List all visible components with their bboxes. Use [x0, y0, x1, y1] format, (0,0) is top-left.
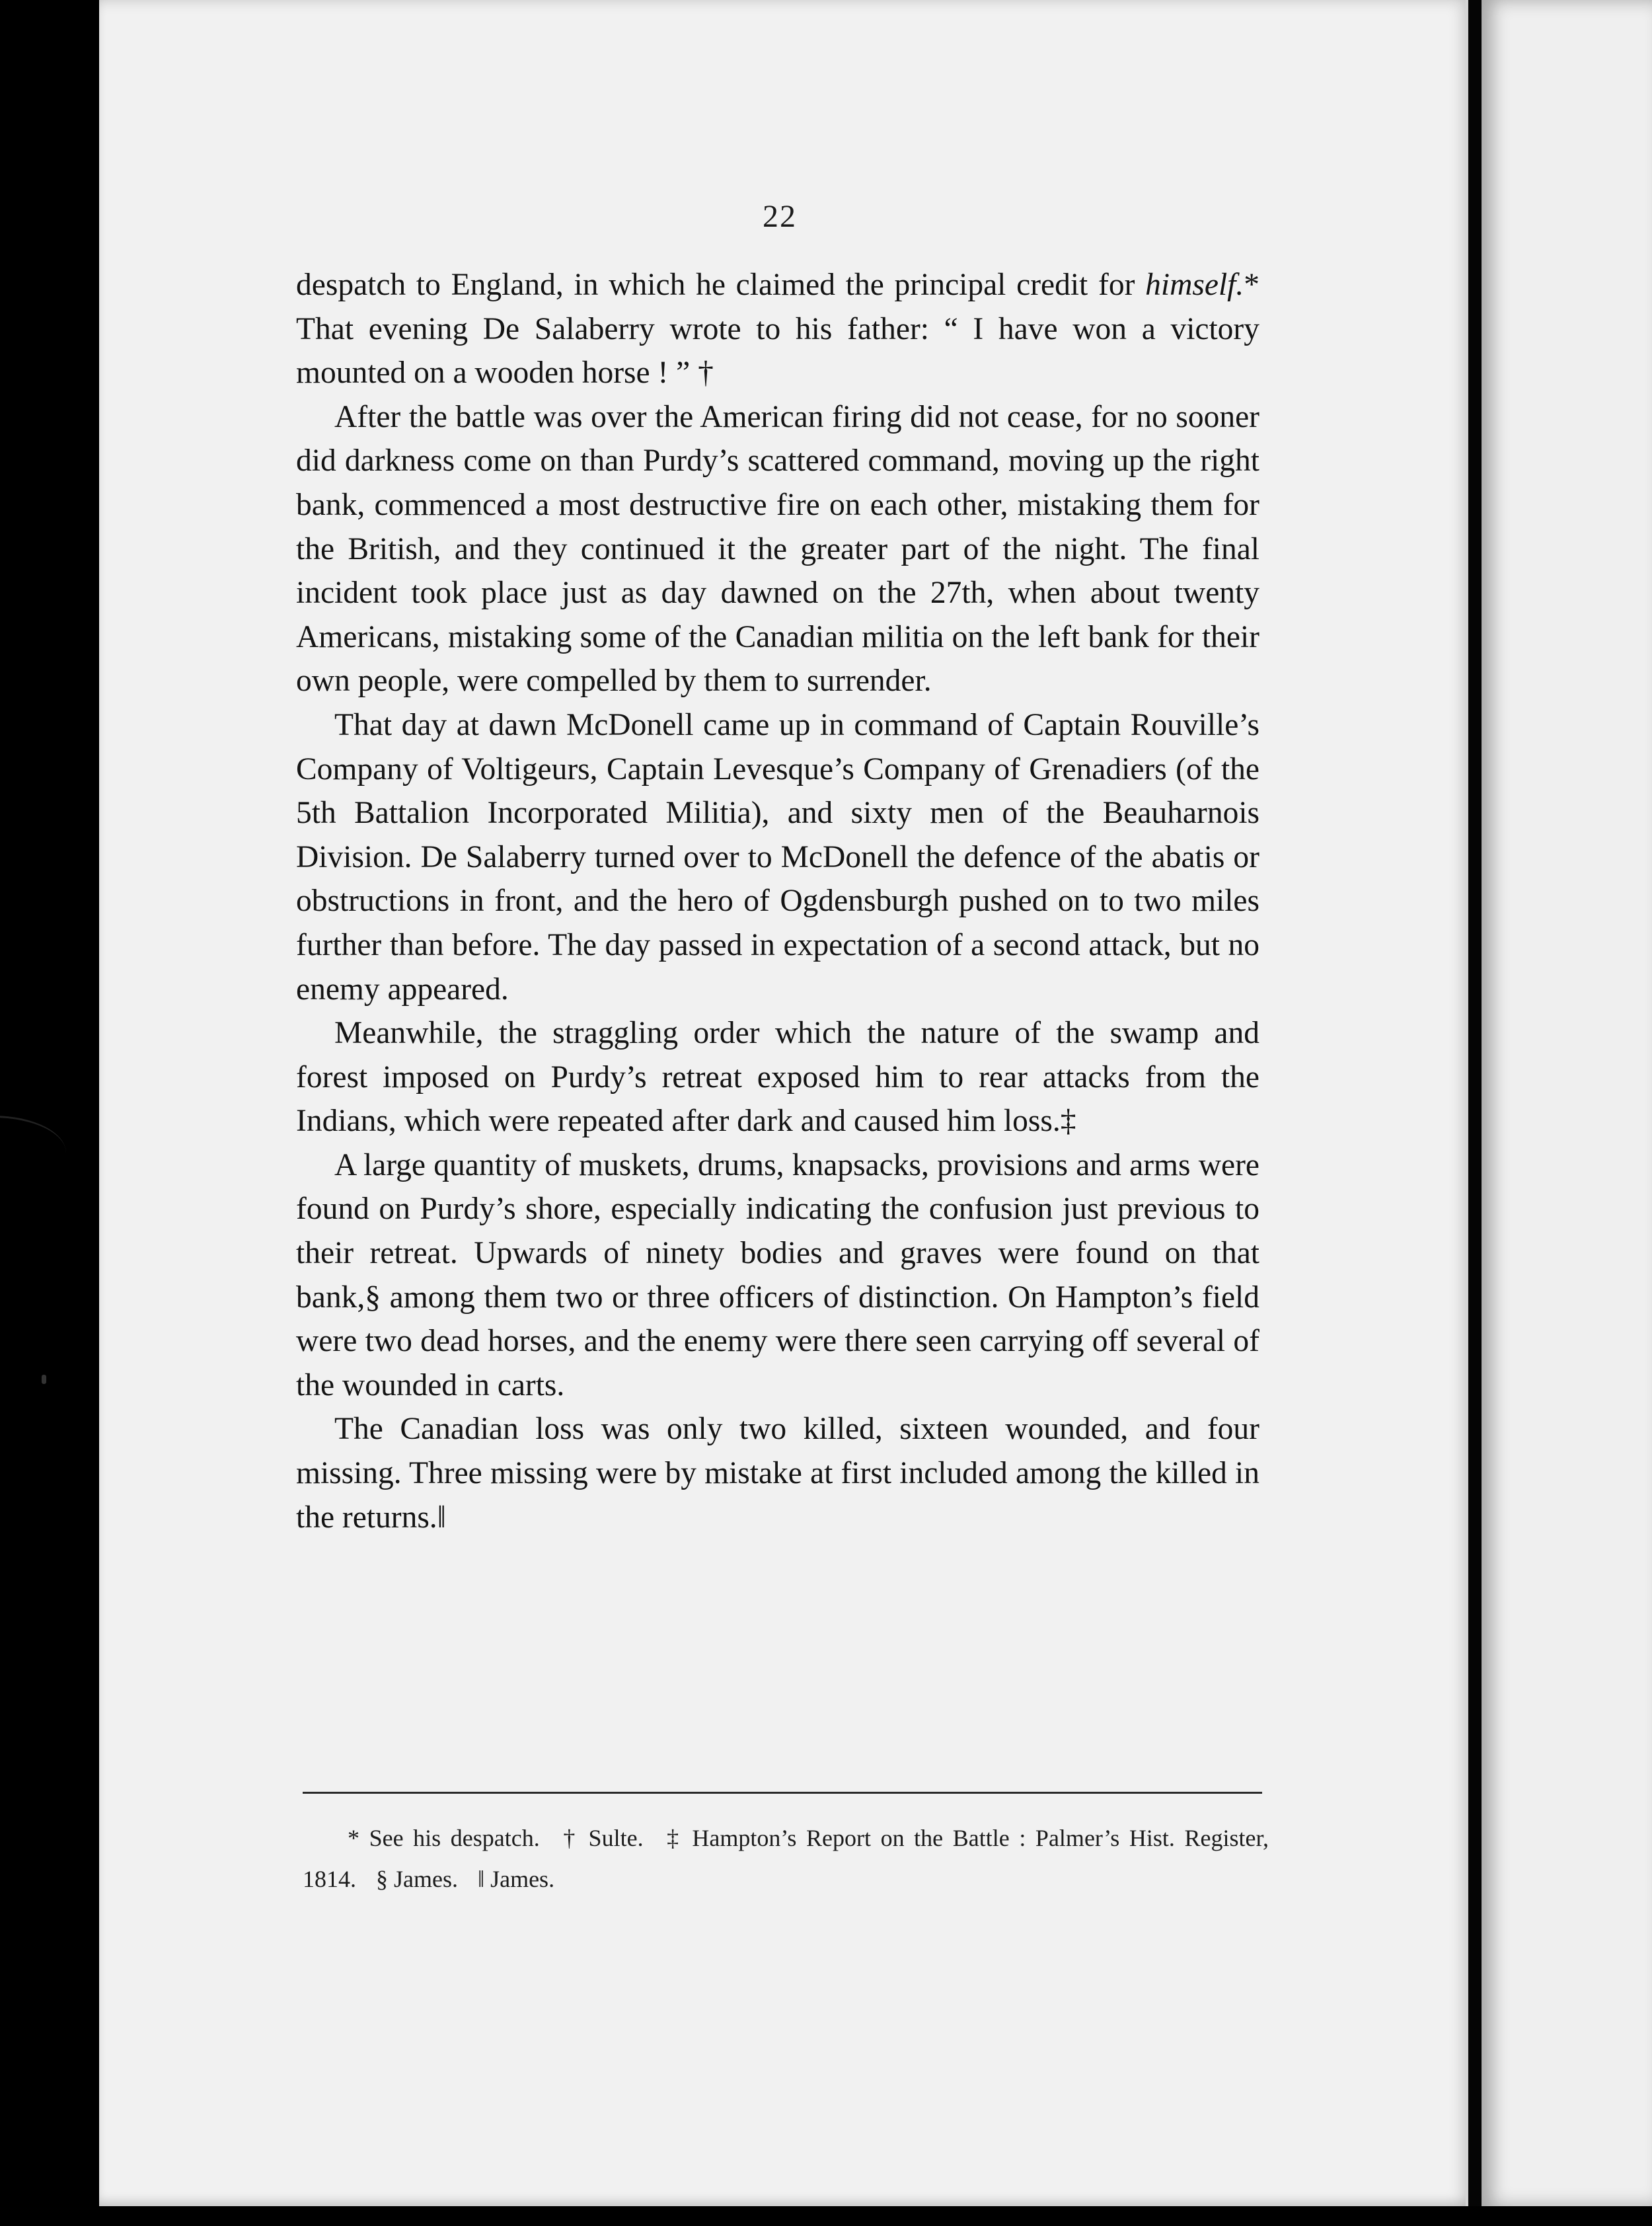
footnote-divider	[303, 1792, 1262, 1794]
scan-speck	[42, 1375, 46, 1384]
paragraph-1	[296, 263, 1259, 395]
paragraph-5: A large quantity of muskets, drums, knapsacks, provisions and arms were found on Purdy’s shore, especially indicating the confusion just previous to their retreat. Upwards of ninety bodies and graves were found on that bank,§ among them two or three officers of distinction. On Hampton’s field were two dead horses, and the enemy were there seen carrying off several of the wounded in carts.	[296, 1147, 1259, 1402]
binding-curve-artifact	[0, 1116, 66, 1190]
page-number: 22	[763, 199, 797, 234]
paragraph-3: That day at dawn McDonell came up in command of Captain Rouville’s Company of Voltigeurs, Captain Levesque’s Company of Grenadiers (of the 5th Battalion Incorporated Militia), and sixty men of the Beauharnois Division. De Salaberry turned over to McDonell the defence of the abatis or obstructions in front, and the hero of Ogdensburgh pushed on to two miles further than before. The day passed in expectation of a second attack, but no enemy appeared.	[296, 707, 1259, 1007]
footnote-3: ‡ Hampton’s Report on the Battle : Palmer’s Hist. Register, 1814.	[303, 1825, 1269, 1892]
paragraph-1-text-start: despatch to England, in which he claimed the principal credit for	[296, 268, 1146, 302]
footnote-5: ‖ James.	[477, 1866, 555, 1892]
paragraph-4: Meanwhile, the straggling order which the nature of the swamp and forest imposed on Purdy’s retreat exposed him to rear attacks from the Indians, which were repeated after dark and caused him loss.‡	[296, 1016, 1259, 1139]
paragraph-1-emphasis: himself.	[1145, 268, 1244, 302]
footnote-1: * See his despatch.	[348, 1825, 540, 1851]
book-gutter	[1468, 0, 1482, 2226]
facing-page-edge	[1482, 0, 1652, 2206]
footnote-2: † Sulte.	[559, 1825, 644, 1851]
body-text	[296, 263, 1259, 1539]
paragraph-1-text-end: * That evening De Salaberry wrote to his father: “ I have won a victory mounted on a wooden horse ! ” †	[296, 268, 1259, 391]
footnote-4: § James.	[376, 1866, 458, 1892]
paragraph-6: The Canadian loss was only two killed, sixteen wounded, and four missing. Three missing were by mistake at first included among the killed in the returns.‖	[296, 1412, 1259, 1535]
scan-bottom-border	[0, 2206, 1652, 2226]
paragraph-2: After the battle was over the American firing did not cease, for no sooner did darkness come on than Purdy’s scattered command, moving up the right bank, commenced a most destructive fire on each other, mistaking them for the British, and they continued it the greater part of the night. The final incident took place just as day dawned on the 27th, when about twenty Americans, mistaking some of the Canadian militia on the left bank for their own people, were compelled by them to surrender.	[296, 399, 1259, 699]
footnotes	[303, 1818, 1269, 1900]
